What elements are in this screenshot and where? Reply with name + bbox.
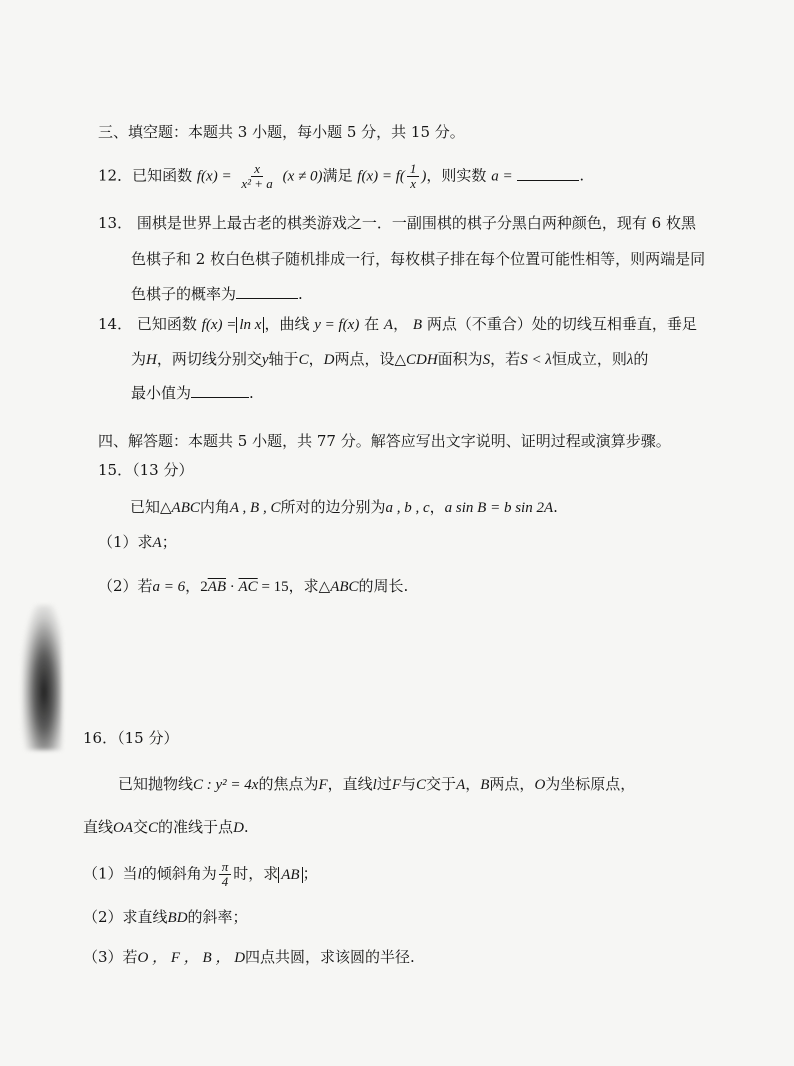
q12-text-post: ，则实数	[426, 166, 487, 185]
q12-variable: a =	[491, 168, 513, 185]
q13-answer-blank[interactable]	[236, 284, 298, 299]
q16-text: 与	[401, 775, 417, 793]
question-13-line-3	[131, 283, 303, 305]
q16-point-a: A	[456, 777, 466, 793]
question-12	[98, 162, 584, 191]
q15-text: 内角	[199, 498, 230, 516]
q15-part-1-text: （1）求	[98, 533, 153, 551]
q16-line-l: l	[372, 777, 377, 793]
q12-fraction-2	[407, 162, 420, 191]
q16-text: 交于	[426, 775, 457, 793]
q14-text: ，若	[490, 350, 521, 368]
q16-part-3-text: （3）若	[83, 948, 138, 966]
q13-line-3-text: 色棋子的概率为	[131, 285, 237, 303]
q14-fx: f(x) =	[201, 317, 237, 333]
q15-vector-ab: $\overline{AB}$	[207, 579, 227, 595]
question-13-line-2: 色棋子和 2 枚白色棋子随机排成一行，每枚棋子排在每个位置可能性相等，则两端是同	[131, 250, 706, 268]
q12-text-pre: 已知函数	[132, 166, 193, 185]
q14-text: 的	[633, 350, 649, 368]
q16-frac-num: π	[219, 860, 232, 875]
q14-point-h: H	[146, 352, 157, 368]
question-16-part-2	[83, 906, 248, 929]
q16-four-points: O ， F ， B ， D	[137, 950, 246, 966]
q15-dot: ·	[226, 579, 239, 595]
q16-frac-den: 4	[221, 874, 229, 889]
q12-frac-num: x	[251, 162, 263, 177]
q16-parabola: C : y² = 4x	[193, 777, 259, 793]
question-16-part-1	[83, 860, 318, 889]
q12-equation: f(x) = f(	[357, 168, 405, 185]
q15-part-2-text: 的周长.	[358, 577, 409, 595]
q15-triangle: ABC	[171, 500, 200, 516]
q12-fraction	[238, 162, 275, 191]
q14-text: ，	[308, 350, 324, 368]
q14-triangle: CDH	[405, 352, 438, 368]
q13-number: 13．	[98, 214, 133, 232]
question-14-line-1	[98, 313, 697, 336]
q16-part-1-text: （1）当	[83, 864, 138, 883]
q12-end: .	[579, 166, 585, 185]
q15-part-1-var: A	[152, 535, 162, 551]
section-3-title: 三、填空题：本题共 3 小题，每小题 5 分，共 15 分。	[98, 123, 465, 141]
q12-fx: f(x) =	[196, 168, 232, 185]
q14-text: 轴于	[268, 350, 299, 368]
q14-number: 14．	[98, 315, 133, 333]
q13-end: .	[298, 285, 303, 303]
q15-text: .	[553, 498, 558, 516]
q16-curve-c: C	[416, 777, 427, 793]
q16-part-3-text: 四点共圆，求该圆的半径.	[245, 948, 415, 966]
question-15-part-1	[98, 531, 177, 554]
q14-text: 在	[364, 315, 380, 333]
q15-part-2-text: ，求△	[288, 577, 331, 595]
q15-text: ，	[429, 498, 445, 516]
q16-text: ，直线	[327, 775, 373, 793]
q14-point-a: A	[383, 317, 394, 333]
q16-part-1-text: 的倾斜角为	[141, 864, 217, 883]
section-4-title: 四、解答题：本题共 5 小题，共 77 分。解答应写出文字说明、证明过程或演算步骤。	[98, 432, 671, 450]
q16-text: 直线	[83, 818, 114, 836]
q15-part-2-text: ，	[185, 577, 201, 595]
q16-curve-c: C	[148, 820, 159, 836]
q16-point-b: B	[480, 777, 490, 793]
q14-answer-blank[interactable]	[191, 383, 249, 398]
question-15-part-2	[98, 575, 408, 598]
q15-vector-ac: $\overline{AC}$	[238, 579, 258, 595]
q16-part-2-text: （2）求直线	[83, 908, 168, 926]
q16-text: 的焦点为	[258, 775, 319, 793]
q15-sides: a , b , c	[385, 500, 430, 516]
q16-text: 为坐标原点，	[545, 775, 636, 793]
q14-area-s: S	[482, 352, 491, 368]
q15-part-2-triangle: ABC	[330, 579, 359, 595]
q15-text: 已知△	[130, 498, 172, 516]
q14-text: 已知函数	[136, 315, 197, 333]
q14-point-c: C	[298, 352, 309, 368]
q16-part-1-text: ；	[302, 864, 318, 883]
q15-equation: a sin B = b sin 2A	[444, 500, 554, 516]
q12-frac2-num: 1	[407, 162, 420, 177]
q12-equation-end: )	[421, 168, 427, 185]
question-15-stem	[130, 496, 558, 519]
q16-part-1-line: l	[137, 866, 142, 883]
q16-part-1-text: 时，求	[233, 864, 279, 883]
question-14-line-2	[131, 348, 648, 371]
q14-text: ，曲线	[264, 315, 310, 333]
q12-frac-den: x² + a	[241, 176, 273, 191]
q14-abs-lnx: ln x	[236, 317, 264, 333]
q16-pi-over-4	[219, 860, 232, 889]
q14-text: 恒成立，则	[551, 350, 627, 368]
q16-text: .	[243, 818, 249, 836]
q16-focus: F	[318, 777, 328, 793]
q14-end: .	[249, 384, 254, 402]
q13-line-1-text: 围棋是世界上最古老的棋类游戏之一．一副围棋的棋子分黑白两种颜色，现有 6 枚黑	[136, 214, 696, 232]
q16-part-2-text: 的斜率；	[187, 908, 248, 926]
q16-point-d: D	[233, 820, 244, 836]
q14-text: 两点，设△	[334, 350, 406, 368]
q15-part-2-text: （2）若	[98, 577, 153, 595]
question-13-line-1	[98, 212, 696, 234]
q16-text: ，	[465, 775, 481, 793]
q14-curve: y = f(x)	[314, 317, 360, 333]
q12-frac2-den: x	[410, 176, 417, 191]
q14-point-b: B	[412, 317, 423, 333]
q14-line-3-text: 最小值为	[131, 384, 192, 402]
q12-text-mid: 满足	[322, 166, 353, 185]
q14-lambda: λ	[626, 352, 634, 368]
question-16-stem-line-1	[118, 773, 635, 796]
q16-text: 交	[133, 818, 149, 836]
q15-part-2-eq: = 15	[257, 579, 289, 595]
scan-smudge	[22, 605, 62, 750]
q12-condition: (x ≠ 0)	[282, 168, 323, 185]
question-16-part-3	[83, 946, 415, 969]
q14-y-axis: y	[261, 352, 269, 368]
q14-text: 面积为	[437, 350, 483, 368]
q12-answer-blank[interactable]	[517, 166, 579, 181]
q14-inequality: S < λ	[520, 352, 552, 368]
q15-part-1-text: ；	[161, 533, 177, 551]
question-15-header: 15．（13 分）	[98, 461, 194, 479]
q14-text: 两点（不重合）处的切线互相垂直，垂足	[426, 315, 697, 333]
q16-text: 两点，	[489, 775, 535, 793]
q15-part-2-a: a = 6	[152, 579, 186, 595]
q16-line-bd: BD	[167, 910, 188, 926]
q15-part-2-coef: 2	[200, 579, 208, 595]
q16-origin: O	[534, 777, 546, 793]
q16-abs-ab: AB	[278, 867, 302, 883]
q14-text: 为	[131, 350, 147, 368]
q16-text: 的准线于点	[158, 818, 234, 836]
q14-text: ，	[393, 315, 409, 333]
q15-text: 所对的边分别为	[280, 498, 386, 516]
q14-point-d: D	[323, 352, 335, 368]
q16-text: 过	[376, 775, 392, 793]
q15-angles: A , B , C	[229, 500, 281, 516]
question-16-stem-line-2	[83, 816, 249, 839]
q14-text: ，两切线分别交	[156, 350, 262, 368]
q12-number: 12．	[98, 166, 133, 185]
q16-line-oa: OA	[113, 820, 134, 836]
q16-text: 已知抛物线	[118, 775, 194, 793]
q16-focus: F	[391, 777, 402, 793]
question-16-header: 16．（15 分）	[83, 729, 179, 747]
question-14-line-3	[131, 382, 254, 404]
